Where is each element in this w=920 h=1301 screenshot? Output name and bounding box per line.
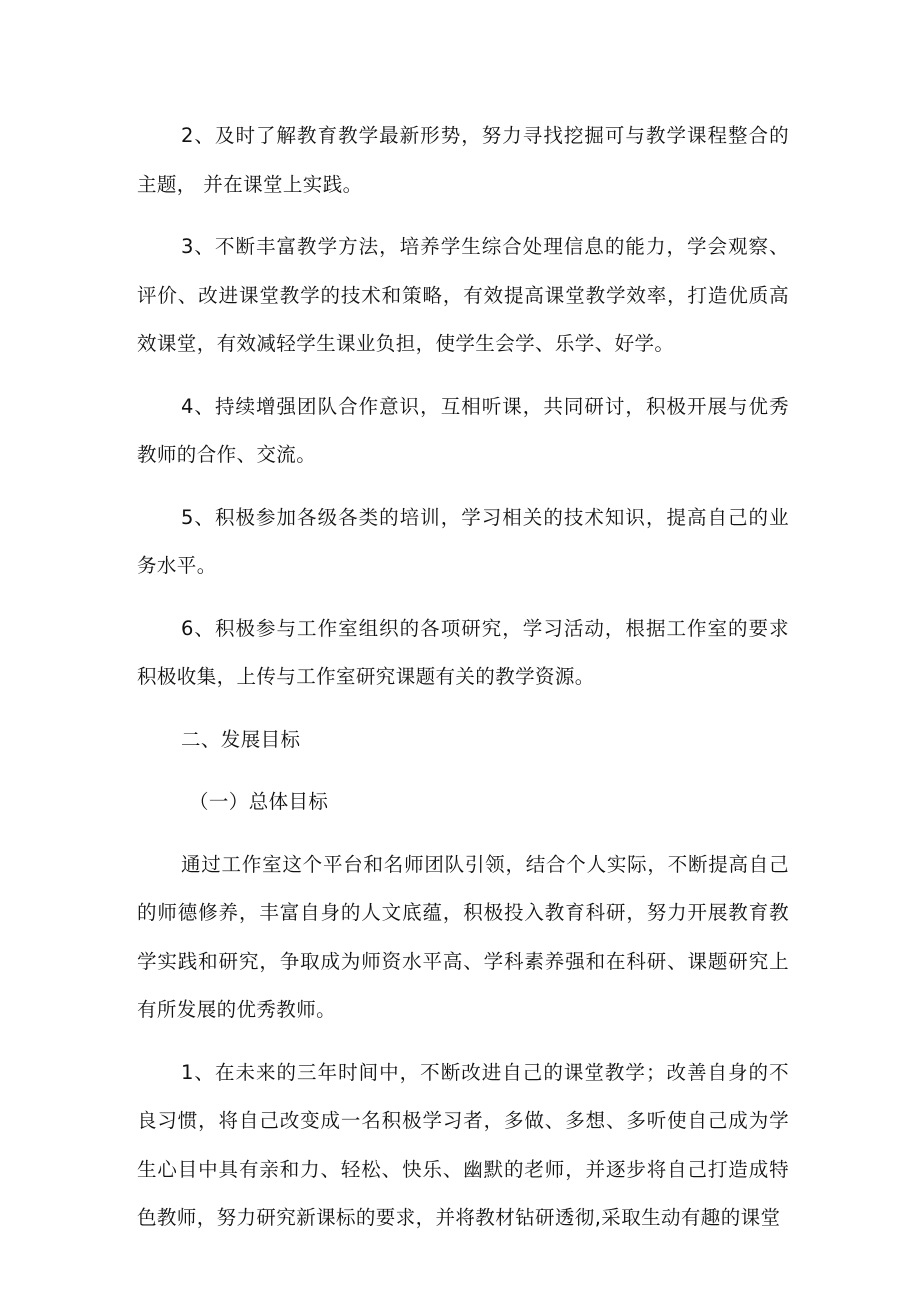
subsection-heading: （一）总体目标 [189,790,329,813]
paragraph-item-2: 2、及时了解教育教学最新形势，努力寻找挖掘可与教学课程整合的主题， 并在课堂上实践。 [137,124,789,196]
overall-goal-paragraph: 通过工作室这个平台和名师团队引领，结合个人实际，不断提高自己的师德修养，丰富自身的人文底蕴，积极投入教育科研，努力开展教育教学实践和研究，争取成为师资水平高、学科素养强和在科研、课题研究上有所发展的优秀教师。 [137,852,789,1021]
paragraph-item-6: 6、积极参与工作室组织的各项研究，学习活动，根据工作室的要求积极收集，上传与工作室研究课题有关的教学资源。 [137,616,789,688]
goal-item-1: 1、在未来的三年时间中，不断改进自己的课堂教学；改善自身的不良习惯，将自己改变成一名积极学习者，多做、多想、多听使自己成为学生心目中具有亲和力、轻松、快乐、幽默的老师，并逐步将自己打造成特色教师，努力研究新课标的要求，并将教材钻研透彻,采取生动有趣的课堂 [137,1060,789,1229]
paragraph-item-4: 4、持续增强团队合作意识，互相听课，共同研讨，积极开展与优秀教师的合作、交流。 [137,394,789,466]
section-heading: 二、发展目标 [181,727,301,751]
paragraph-item-5: 5、积极参加各级各类的培训，学习相关的技术知识，提高自己的业务水平。 [137,505,789,577]
document-body [137,112,789,1257]
paragraph-item-3: 3、不断丰富教学方法，培养学生综合处理信息的能力，学会观察、评价、改进课堂教学的技术和策略，有效提高课堂教学效率，打造优质高效课堂，有效减轻学生课业负担，使学生会学、乐学、好学。 [137,235,789,355]
